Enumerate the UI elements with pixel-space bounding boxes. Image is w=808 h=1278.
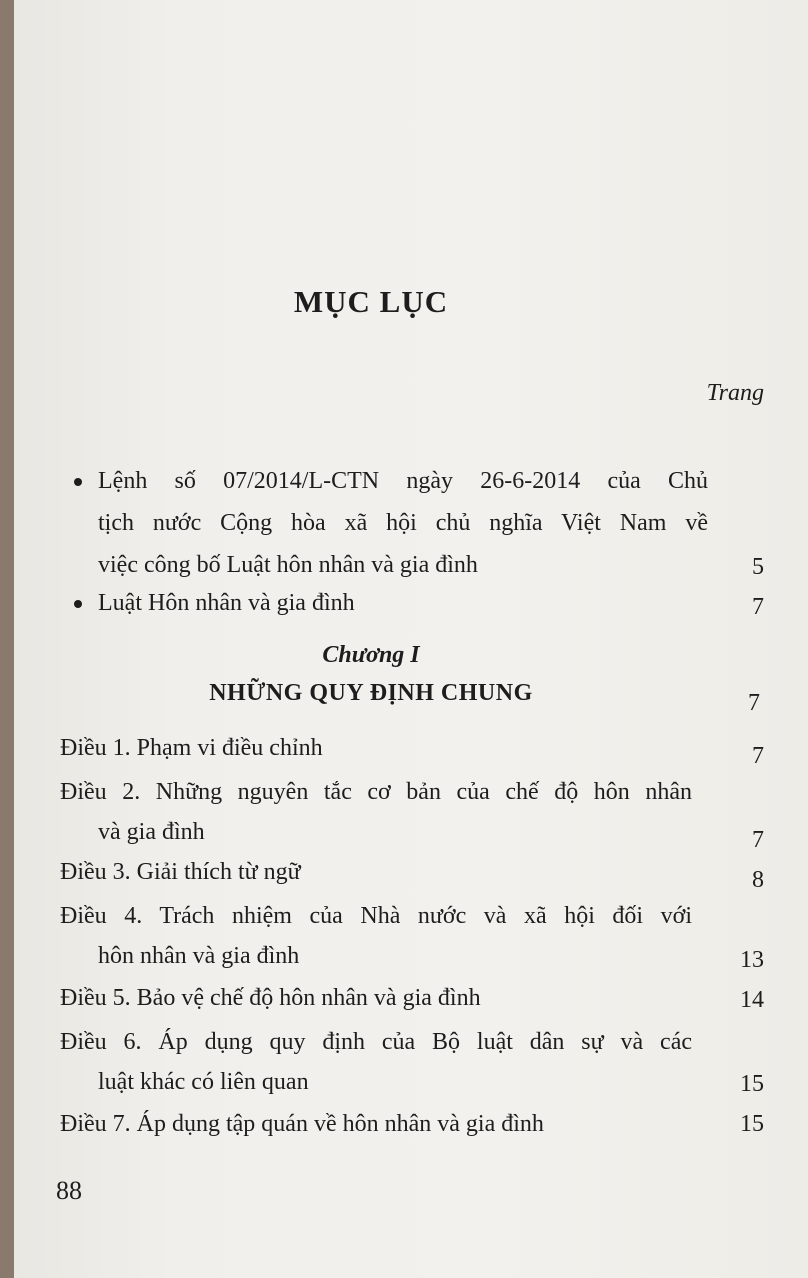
bullet-icon <box>74 600 82 608</box>
toc-page-number: 15 <box>740 1111 764 1137</box>
toc-bullet-line: việc công bố Luật hôn nhân và gia đình <box>98 552 478 578</box>
toc-page-number: 7 <box>752 827 764 853</box>
toc-entry-line: Điều 3. Giải thích từ ngữ <box>60 859 301 885</box>
toc-entry[interactable] <box>60 978 764 1018</box>
toc-bullet-line: tịch nước Cộng hòa xã hội chủ nghĩa Việt Nam về <box>98 510 708 536</box>
toc-entry-line: và gia đình <box>98 819 205 845</box>
toc-entry[interactable] <box>60 772 764 852</box>
toc-entry[interactable] <box>60 1104 764 1144</box>
toc-bullet-item[interactable] <box>74 582 764 626</box>
toc-bullet-line: Luật Hôn nhân và gia đình <box>98 590 355 616</box>
bullet-icon <box>74 478 82 486</box>
toc-entry-line: Điều 2. Những nguyên tắc cơ bản của chế độ hôn nhân <box>60 779 692 805</box>
toc-entry-line: luật khác có liên quan <box>98 1069 309 1095</box>
toc-entry[interactable] <box>60 728 764 768</box>
toc-entry-line: Điều 1. Phạm vi điều chỉnh <box>60 735 323 761</box>
toc-bullet-item[interactable] <box>74 460 764 590</box>
section-heading[interactable]: NHỮNG QUY ĐỊNH CHUNG <box>209 680 533 706</box>
book-page <box>14 0 808 1278</box>
page-column-label: Trang <box>706 380 764 406</box>
page-title: MỤC LỤC <box>293 284 449 319</box>
toc-entry-line: Điều 5. Bảo vệ chế độ hôn nhân và gia đình <box>60 985 481 1011</box>
toc-entry-line: Điều 6. Áp dụng quy định của Bộ luật dân sự và các <box>60 1029 692 1055</box>
toc-page-number: 14 <box>740 987 764 1013</box>
toc-page-number: 8 <box>752 867 764 893</box>
toc-entry[interactable] <box>60 896 764 976</box>
toc-page-number: 13 <box>740 947 764 973</box>
toc-page-number: 15 <box>740 1071 764 1097</box>
page-number: 88 <box>56 1176 82 1205</box>
toc-page-number: 5 <box>752 554 764 580</box>
toc-entry-line: Điều 4. Trách nhiệm của Nhà nước và xã hội đối với <box>60 903 692 929</box>
toc-page-number: 7 <box>752 743 764 769</box>
toc-entry-line: hôn nhân và gia đình <box>98 943 300 969</box>
toc-entry[interactable] <box>60 852 764 892</box>
toc-page-number: 7 <box>752 594 764 620</box>
toc-entry[interactable] <box>60 1022 764 1102</box>
toc-entry-line: Điều 7. Áp dụng tập quán về hôn nhân và gia đình <box>60 1111 544 1137</box>
toc-bullet-line: Lệnh số 07/2014/L-CTN ngày 26-6-2014 của Chủ <box>98 468 708 494</box>
chapter-heading: Chương I <box>322 642 420 668</box>
toc-page-number: 7 <box>748 690 760 716</box>
